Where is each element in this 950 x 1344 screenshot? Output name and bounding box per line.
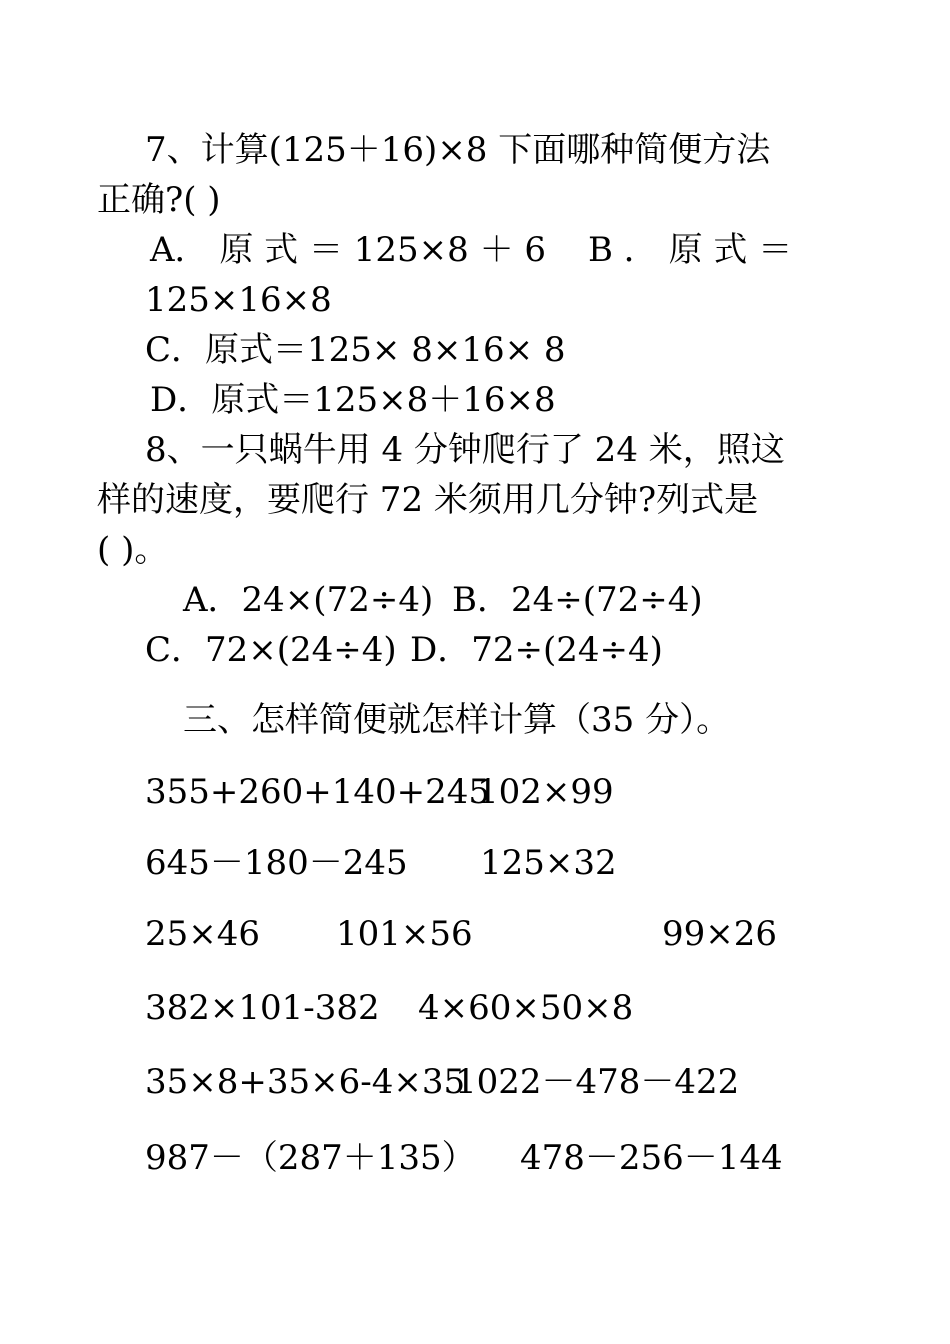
calc-item: 382×101-382 [145, 988, 380, 1028]
q7-line1: 7、计算(125＋16)×8 下面哪种简便方法 [145, 130, 771, 170]
q8-option-c: C．72×(24÷4) [145, 630, 397, 670]
calc-item: 987－（287＋135） [145, 1138, 476, 1178]
calc-item: 25×46 [145, 914, 261, 954]
q7-option-a: A． 原 式 ＝ 125×8 ＋ 6 [150, 230, 547, 270]
q7-option-b-continued: 125×16×8 [145, 280, 332, 320]
section3-heading: 三、怎样简便就怎样计算（35 分）。 [183, 700, 731, 740]
q7-option-b: B ． 原 式 ＝ [588, 230, 793, 270]
calc-item: 101×56 [336, 914, 473, 954]
q7-option-d: D．原式＝125×8＋16×8 [150, 380, 556, 420]
q8-line3: ( )。 [97, 530, 169, 570]
calc-item: 99×26 [662, 914, 778, 954]
calc-item: 125×32 [480, 843, 617, 883]
q8-option-a: A．24×(72÷4) [183, 580, 434, 620]
q8-line2: 样的速度，要爬行 72 米须用几分钟?列式是 [97, 480, 759, 520]
calc-item: 102×99 [477, 772, 614, 812]
q7-line2: 正确?( ) [97, 180, 221, 220]
calc-item: 35×8+35×6-4×35 [145, 1062, 466, 1102]
calc-item: 1022－478－422 [455, 1062, 740, 1102]
q7-option-c: C．原式＝125× 8×16× 8 [145, 330, 566, 370]
calc-item: 4×60×50×8 [418, 988, 634, 1028]
calc-item: 355+260+140+245 [145, 772, 491, 812]
calc-item: 645－180－245 [145, 843, 408, 883]
q8-option-b: B．24÷(72÷4) [452, 580, 703, 620]
q8-option-d: D．72÷(24÷4) [410, 630, 663, 670]
q8-line1: 8、一只蜗牛用 4 分钟爬行了 24 米，照这 [145, 430, 785, 470]
calc-item: 478－256－144 [520, 1138, 783, 1178]
